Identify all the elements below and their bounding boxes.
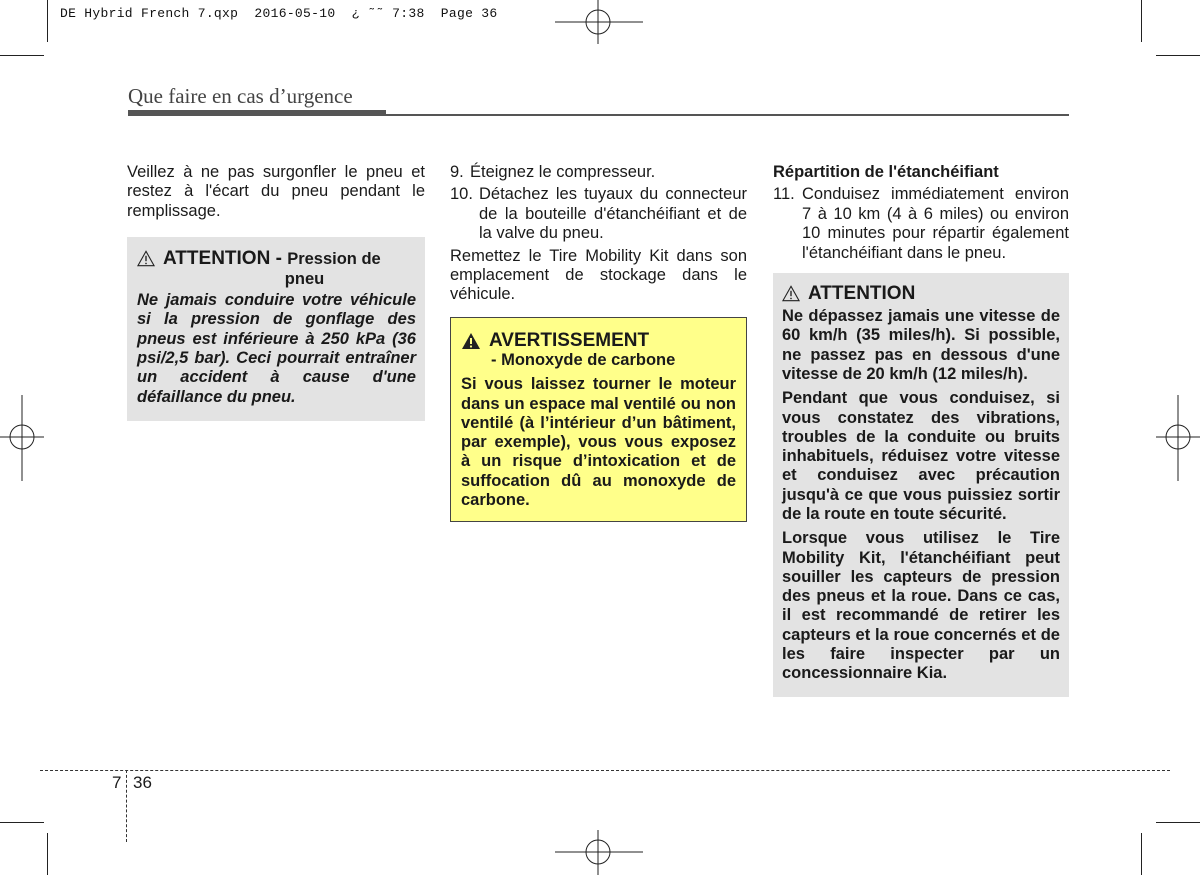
step-text: Détachez les tuyaux du connecteur de la bouteille d'étanchéifiant et de la valve du pneu. — [479, 185, 747, 243]
remark-paragraph: Remettez le Tire Mobility Kit dans son emplacement de stockage dans le véhicule. — [450, 246, 747, 304]
registration-mark-icon — [555, 0, 645, 46]
attention-box-speed — [773, 273, 1069, 697]
step-item — [450, 185, 747, 243]
print-slug: DE Hybrid French 7.qxp 2016-05-10 ¿ ˜˜ 7:38 Page 36 — [60, 6, 498, 21]
header-rule — [386, 114, 1069, 116]
column-3 — [773, 163, 1069, 697]
step-item — [450, 163, 747, 182]
registration-mark-icon — [555, 830, 645, 875]
subheading: Répartition de l'étanchéifiant — [773, 163, 999, 181]
step-text: Conduisez immédiatement environ 7 à 10 km (4 à 6 miles) ou environ 10 minutes pour répartir également l'étanchéifiant dans le pneu. — [802, 185, 1069, 262]
warning-box-carbon-monoxide — [450, 317, 747, 522]
attention-title: ATTENTION — [808, 283, 916, 305]
step-text: Éteignez le compresseur. — [470, 163, 656, 181]
footer-rule — [40, 770, 1170, 771]
crop-mark — [1156, 55, 1200, 56]
crop-mark — [47, 0, 48, 42]
warning-triangle-icon — [461, 332, 481, 350]
step-number: 9. — [450, 163, 464, 181]
crop-mark — [1141, 833, 1142, 875]
warning-title: AVERTISSEMENT — [489, 329, 650, 351]
registration-mark-icon — [1154, 395, 1200, 485]
crop-mark — [47, 833, 48, 875]
column-2 — [450, 163, 747, 522]
step-item — [773, 185, 1069, 263]
warning-text: Si vous laissez tourner le moteur dans un espace mal ventilé ou non ventilé (à l’intérieur d’un bâtiment, par exemple), vous vous exposez à un risque d’intoxication et de suffocation dû au monoxyde de carbone. — [461, 375, 736, 510]
attention-subtitle: Pression de — [287, 250, 381, 269]
registration-mark-icon — [0, 395, 46, 485]
attention-paragraph: Lorsque vous utilisez le Tire Mobility Kit, l'étanchéifiant peut souiller les capteurs de pression des pneus et la roue. Dans ce cas, il est recommandé de retirer les capteurs et la roue concernés et de les faire inspecter par un concessionnaire Kia. — [782, 529, 1060, 683]
attention-paragraph: Ne dépassez jamais une vitesse de 60 km/h (35 miles/h). Si possible, ne passez pas en dessous d'une vitesse de 20 km/h (12 miles/h). — [782, 307, 1060, 383]
warning-subtitle: - Monoxyde de carbone — [491, 350, 676, 369]
step-number: 11. — [773, 185, 795, 204]
crop-mark — [1141, 0, 1142, 42]
attention-title-row — [137, 248, 416, 289]
page-number: 36 — [133, 773, 152, 792]
attention-title-row — [782, 283, 1060, 304]
section-title: Que faire en cas d’urgence — [128, 84, 353, 108]
attention-paragraph: Pendant que vous conduisez, si vous constatez des vibrations, troubles de la conduite ou bruits inhabituels, réduisez votre vitesse et conduisez avec précaution jusqu'à ce que vous puissiez sortir de la route en toute sécurité. — [782, 389, 1060, 523]
warning-title-row — [461, 330, 736, 351]
attention-title: ATTENTION - — [163, 248, 288, 270]
header-bar — [128, 110, 386, 116]
crop-mark — [1156, 822, 1200, 823]
crop-mark — [0, 822, 44, 823]
attention-subtitle-continued: pneu — [284, 269, 325, 288]
warning-triangle-icon — [782, 285, 800, 302]
attention-box-pressure — [127, 237, 425, 421]
step-number: 10. — [450, 185, 473, 204]
footer-divider — [126, 770, 127, 842]
attention-text: Ne jamais conduire votre véhicule si la pression de gonflage des pneus est inférieure à 250 kPa (36 psi/2,5 bar). Ceci pourrait entraîner un accident à cause d'une défaillance du pneu. — [137, 291, 416, 406]
column-1 — [127, 163, 425, 421]
crop-mark — [0, 55, 44, 56]
intro-paragraph: Veillez à ne pas surgonfler le pneu et restez à l'écart du pneu pendant le remplissage. — [127, 163, 425, 220]
warning-triangle-icon — [137, 250, 155, 267]
chapter-number: 7 — [112, 773, 122, 792]
